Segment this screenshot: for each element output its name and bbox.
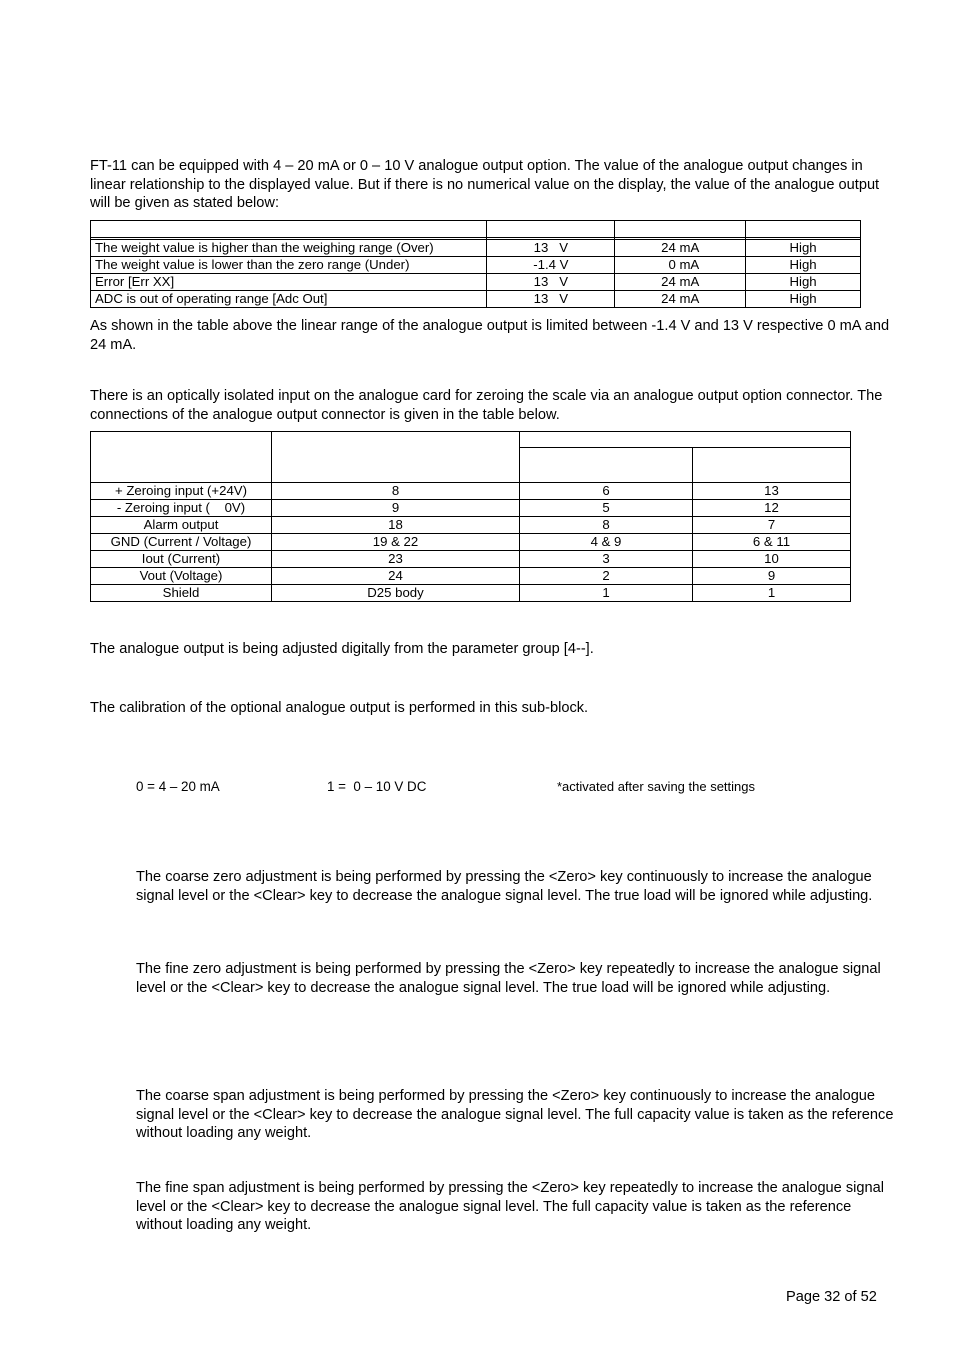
signal-cell: - Zeroing input ( 0V) <box>91 500 272 517</box>
pin-cell: 10 <box>693 551 851 568</box>
pin-cell: 9 <box>693 568 851 585</box>
alarm-cell: High <box>746 274 861 291</box>
pin-cell: 9 <box>272 500 520 517</box>
condition-cell: The weight value is higher than the weighing range (Over) <box>91 240 487 257</box>
calibration-paragraph: The calibration of the optional analogue output is performed in this sub-block. <box>90 700 589 716</box>
pin-cell: 6 <box>520 483 693 500</box>
table-row <box>91 291 861 308</box>
pin-cell: 1 <box>693 585 851 602</box>
digital-adjust-paragraph: The analogue output is being adjusted digitally from the parameter group [4--]. <box>90 641 594 657</box>
table-row <box>91 483 851 500</box>
fine-zero-paragraph: The fine zero adjustment is being performed by pressing the <Zero> key repeatedly to increase the analogue signal level or the <Clear> key to decrease the analogue signal level. The true load will be ignored while adjusting. <box>136 961 881 996</box>
pin-cell: 3 <box>520 551 693 568</box>
condition-cell: The weight value is lower than the zero range (Under) <box>91 257 487 274</box>
table-row <box>91 585 851 602</box>
pin-cell: 18 <box>272 517 520 534</box>
alarm-cell: High <box>746 257 861 274</box>
analogue-output-status-table <box>90 220 861 308</box>
voltage-cell: -1.4 V <box>487 257 615 274</box>
pin-cell: 6 & 11 <box>693 534 851 551</box>
table-header-row <box>91 432 851 448</box>
page-number: Page 32 of 52 <box>786 1289 877 1305</box>
current-cell: 24 mA <box>615 291 746 308</box>
coarse-span-paragraph: The coarse span adjustment is being performed by pressing the <Zero> key continuously to increase the analogue signal level or the <Clear> key to decrease the analogue signal level. The full capacity value is taken as the reference without loading any weight. <box>136 1088 894 1142</box>
table-row <box>91 517 851 534</box>
current-cell: 0 mA <box>615 257 746 274</box>
alarm-cell: High <box>746 240 861 257</box>
pin-cell: 4 & 9 <box>520 534 693 551</box>
signal-cell: Iout (Current) <box>91 551 272 568</box>
option-current: 0 = 4 – 20 mA <box>136 779 220 794</box>
pin-cell: 13 <box>693 483 851 500</box>
voltage-cell: 13 V <box>487 274 615 291</box>
pin-cell: 5 <box>520 500 693 517</box>
signal-cell: Alarm output <box>91 517 272 534</box>
table-row <box>91 257 861 274</box>
option-note: *activated after saving the settings <box>557 779 756 794</box>
connector-pinout-table <box>90 431 851 602</box>
condition-cell: ADC is out of operating range [Adc Out] <box>91 291 487 308</box>
current-cell: 24 mA <box>615 274 746 291</box>
current-cell: 24 mA <box>615 240 746 257</box>
pin-cell: 12 <box>693 500 851 517</box>
table-row <box>91 240 861 257</box>
alarm-cell: High <box>746 291 861 308</box>
pin-cell: 2 <box>520 568 693 585</box>
pin-cell: 1 <box>520 585 693 602</box>
pin-cell: 19 & 22 <box>272 534 520 551</box>
table-row <box>91 568 851 585</box>
signal-cell: Vout (Voltage) <box>91 568 272 585</box>
pin-cell: 8 <box>272 483 520 500</box>
linear-range-paragraph: As shown in the table above the linear range of the analogue output is limited between -1.4 V and 13 V respective 0 mA and 24 mA. <box>90 318 890 353</box>
pin-cell: D25 body <box>272 585 520 602</box>
coarse-zero-paragraph: The coarse zero adjustment is being performed by pressing the <Zero> key continuously to increase the analogue signal level or the <Clear> key to decrease the analogue signal level. The true load will be ignored while adjusting. <box>136 869 873 904</box>
voltage-cell: 13 V <box>487 240 615 257</box>
signal-cell: + Zeroing input (+24V) <box>91 483 272 500</box>
condition-cell: Error [Err XX] <box>91 274 487 291</box>
table-row <box>91 534 851 551</box>
zeroing-input-paragraph: There is an optically isolated input on the analogue card for zeroing the scale via an analogue output option connector. The connections of the analogue output connector is given in the table below. <box>90 388 883 423</box>
pin-cell: 8 <box>520 517 693 534</box>
table-row <box>91 274 861 291</box>
pin-cell: 7 <box>693 517 851 534</box>
table-header-row <box>91 221 861 238</box>
signal-cell: Shield <box>91 585 272 602</box>
voltage-cell: 13 V <box>487 291 615 308</box>
option-voltage: 1 = 0 – 10 V DC <box>327 779 427 794</box>
table-row <box>91 500 851 517</box>
pin-cell: 24 <box>272 568 520 585</box>
signal-cell: GND (Current / Voltage) <box>91 534 272 551</box>
intro-paragraph: FT-11 can be equipped with 4 – 20 mA or 0 – 10 V analogue output option. The value of the analogue output changes in linear relationship to the displayed value. But if there is no numerical value on the display, the value of the analogue output will be given as stated below: <box>90 158 880 212</box>
table-row <box>91 551 851 568</box>
pin-cell: 23 <box>272 551 520 568</box>
fine-span-paragraph: The fine span adjustment is being performed by pressing the <Zero> key repeatedly to increase the analogue signal level or the <Clear> key to decrease the analogue signal level. The full capacity value is taken as the reference without loading any weight. <box>136 1180 884 1234</box>
